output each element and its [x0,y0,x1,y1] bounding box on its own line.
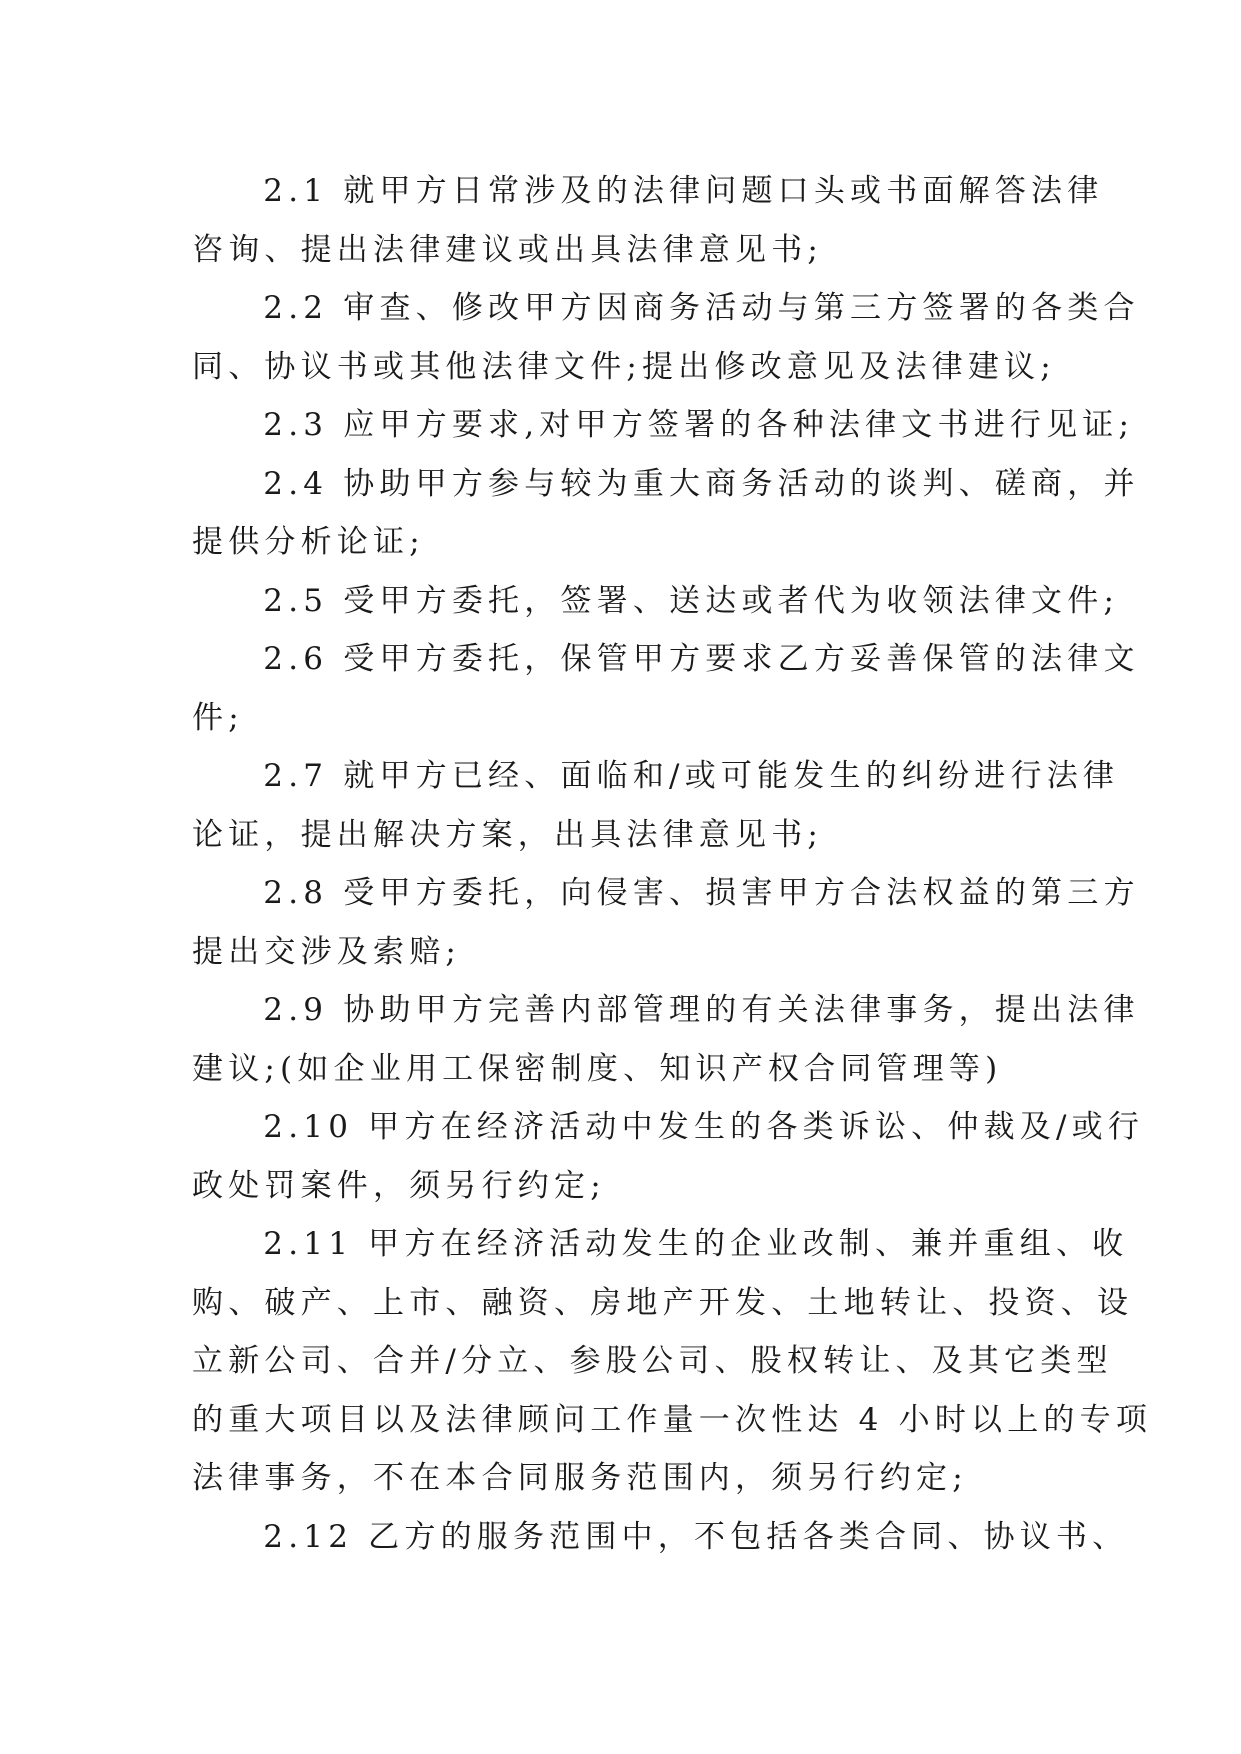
clause-paragraph [192,572,1120,631]
clause-line: 咨询、提出法律建议或出具法律意见书; [192,231,824,268]
clause-line: 论证，提出解决方案，出具法律意见书; [192,816,824,853]
clause-line: 2.12 乙方的服务范围中，不包括各类合同、协议书、 [263,1518,1129,1555]
clause-line: 2.4 协助甲方参与较为重大商务活动的谈判、磋商，并 [263,465,1140,502]
clause-paragraph [192,162,1104,279]
clause-line: 2.2 审查、修改甲方因商务活动与第三方签署的各类合 [263,290,1140,326]
clause-paragraph [192,981,1140,1098]
clause-paragraph [192,396,1135,455]
clause-line: 提供分析论证; [192,524,425,560]
clause-line: 政处罚案件，须另行约定; [192,1167,606,1204]
clause-line: 2.10 甲方在经济活动中发生的各类诉讼、仲裁及/或行 [263,1109,1145,1145]
clause-paragraph [192,455,1140,572]
clause-line: 购、破产、上市、融资、房地产开发、土地转让、投资、设 [192,1284,1134,1321]
clause-line: 2.5 受甲方委托，签署、送达或者代为收领法律文件; [263,582,1120,619]
clause-line: 2.8 受甲方委托，向侵害、损害甲方合法权益的第三方 [263,875,1140,911]
clause-line: 建议;(如企业用工保密制度、知识产权合同管理等) [192,1050,1003,1087]
contract-clauses [192,162,1153,1566]
clause-line: 2.9 协助甲方完善内部管理的有关法律事务，提出法律 [263,992,1140,1028]
clause-line: 立新公司、合并/分立、参股公司、股权转让、及其它类型 [192,1343,1113,1379]
clause-line: 2.6 受甲方委托，保管甲方要求乙方妥善保管的法律文 [263,641,1140,677]
clause-paragraph [192,279,1140,396]
clause-line: 件; [192,699,244,736]
clause-line: 提出交涉及索赔; [192,933,462,970]
clause-paragraph [192,1098,1145,1215]
clause-paragraph [192,864,1140,981]
clause-paragraph [192,1215,1153,1508]
clause-line: 同、协议书或其他法律文件;提出修改意见及法律建议; [192,348,1056,385]
clause-line: 2.7 就甲方已经、面临和/或可能发生的纠纷进行法律 [263,758,1120,794]
clause-paragraph [192,747,1120,864]
clause-line: 2.1 就甲方日常涉及的法律问题口头或书面解答法律 [263,173,1104,209]
clause-line: 2.3 应甲方要求,对甲方签署的各种法律文书进行见证; [263,407,1135,443]
clause-paragraph [192,630,1140,747]
clause-paragraph [192,1508,1129,1567]
clause-line: 法律事务，不在本合同服务范围内，须另行约定; [192,1460,968,1496]
clause-line: 的重大项目以及法律顾问工作量一次性达 4 小时以上的专项 [192,1401,1153,1438]
clause-line: 2.11 甲方在经济活动发生的企业改制、兼并重组、收 [263,1226,1129,1262]
